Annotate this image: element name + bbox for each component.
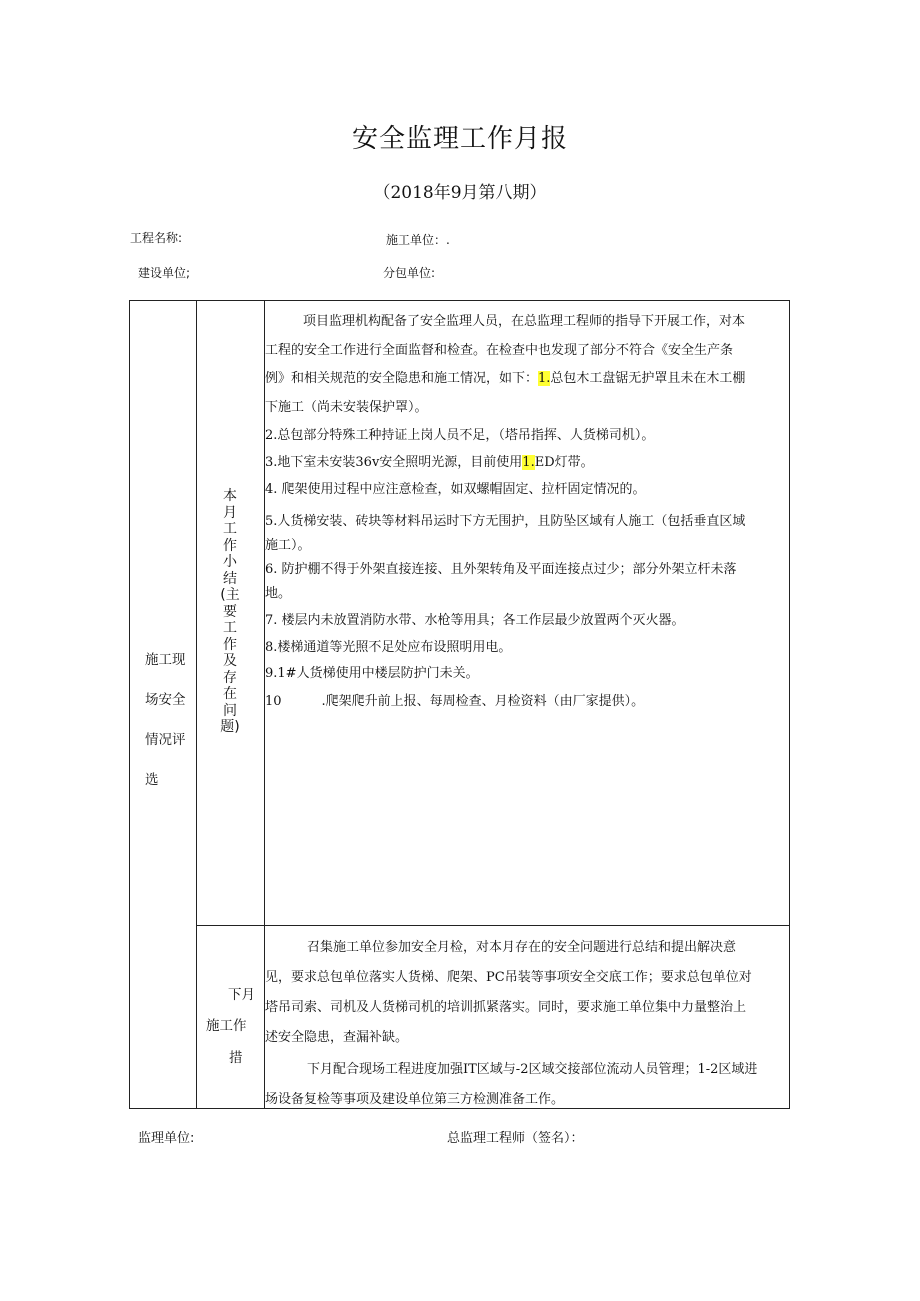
summary-line: 10 .爬架爬升前上报、每周检查、月检资料（由厂家提供）。 bbox=[265, 694, 645, 709]
summary-line: 项目监理机构配备了安全监理人员，在总监理工程师的指导下开展工作，对本 bbox=[303, 314, 746, 329]
table-row-divider bbox=[196, 925, 790, 926]
summary-line: 2.总包部分特殊工种持证上岗人员不足，（塔吊指挥、人货梯司机）。 bbox=[265, 428, 655, 443]
summary-line: 3.地下室未安装36v安全照明光源，目前使用1.ED灯带。 bbox=[265, 455, 594, 470]
supervisor-unit-label: 监理单位: bbox=[138, 1131, 195, 1146]
highlight-mark: 1. bbox=[522, 455, 535, 470]
plan-line: 见，要求总包单位落实人货梯、爬架、PC吊装等事项安全交底工作；要求总包单位对 bbox=[265, 970, 752, 985]
report-period: （2018年9月第八期） bbox=[373, 183, 547, 203]
summary-line: 4. 爬架使用过程中应注意检查，如双螺帽固定、拉杆固定情况的。 bbox=[265, 482, 646, 497]
subcontractor-label: 分包单位: bbox=[383, 266, 436, 280]
summary-line: 5.人货梯安装、砖块等材料吊运时下方无围护，且防坠区域有人施工（包括垂直区域 bbox=[265, 514, 746, 529]
owner-label: 建设单位; bbox=[138, 266, 191, 280]
summary-line: 9.1#人货梯使用中楼层防护门未关。 bbox=[265, 666, 479, 681]
plan-line: 述安全隐患，查漏补缺。 bbox=[265, 1030, 409, 1045]
summary-line: 地。 bbox=[265, 586, 292, 601]
plan-line: 下月配合现场工程进度加强IT区域与-2区域交接部位流动人员管理；1-2区域进 bbox=[307, 1062, 758, 1077]
plan-line: 场设备复检等事项及建设单位第三方检测准备工作。 bbox=[265, 1092, 565, 1107]
plan-line: 召集施工单位参加安全月检，对本月存在的安全问题进行总结和提出解决意 bbox=[307, 940, 737, 955]
monthly-summary-label: 本月工作小结(主要工作及存在问题) bbox=[220, 488, 240, 735]
report-title: 安全监理工作月报 bbox=[351, 124, 568, 154]
plan-line: 塔吊司索、司机及人货梯司机的培训抓紧落实。同时，要求施工单位集中力量整治上 bbox=[265, 1000, 747, 1015]
summary-line: 7. 楼层内未放置消防水带、水枪等用具；各工作层最少放置两个灭火器。 bbox=[265, 613, 685, 628]
summary-line: 工程的安全工作进行全面监督和检查。在检查中也发现了部分不符合《安全生产条 bbox=[265, 343, 734, 358]
chief-engineer-signature-label: 总监理工程师（签名）： bbox=[447, 1131, 584, 1146]
contractor-label: 施工单位：. bbox=[386, 233, 450, 247]
summary-line: 6. 防护棚不得于外架直接连接、且外架转角及平面连接点过少；部分外架立杆未落 bbox=[265, 562, 737, 577]
project-name-label: 工程名称: bbox=[130, 231, 183, 245]
summary-line: 施工）。 bbox=[265, 538, 311, 553]
highlight-mark: 1. bbox=[538, 371, 551, 386]
summary-line: 例》和相关规范的安全隐患和施工情况，如下：1.总包木工盘锯无护罩且未在木工棚 bbox=[265, 371, 746, 386]
site-safety-label: 施工现 场安全 情况评 选 bbox=[145, 652, 186, 788]
summary-line: 8.楼梯通道等光照不足处应布设照明用电。 bbox=[265, 640, 512, 655]
summary-line: 下施工（尚未安装保护罩）。 bbox=[265, 400, 428, 415]
